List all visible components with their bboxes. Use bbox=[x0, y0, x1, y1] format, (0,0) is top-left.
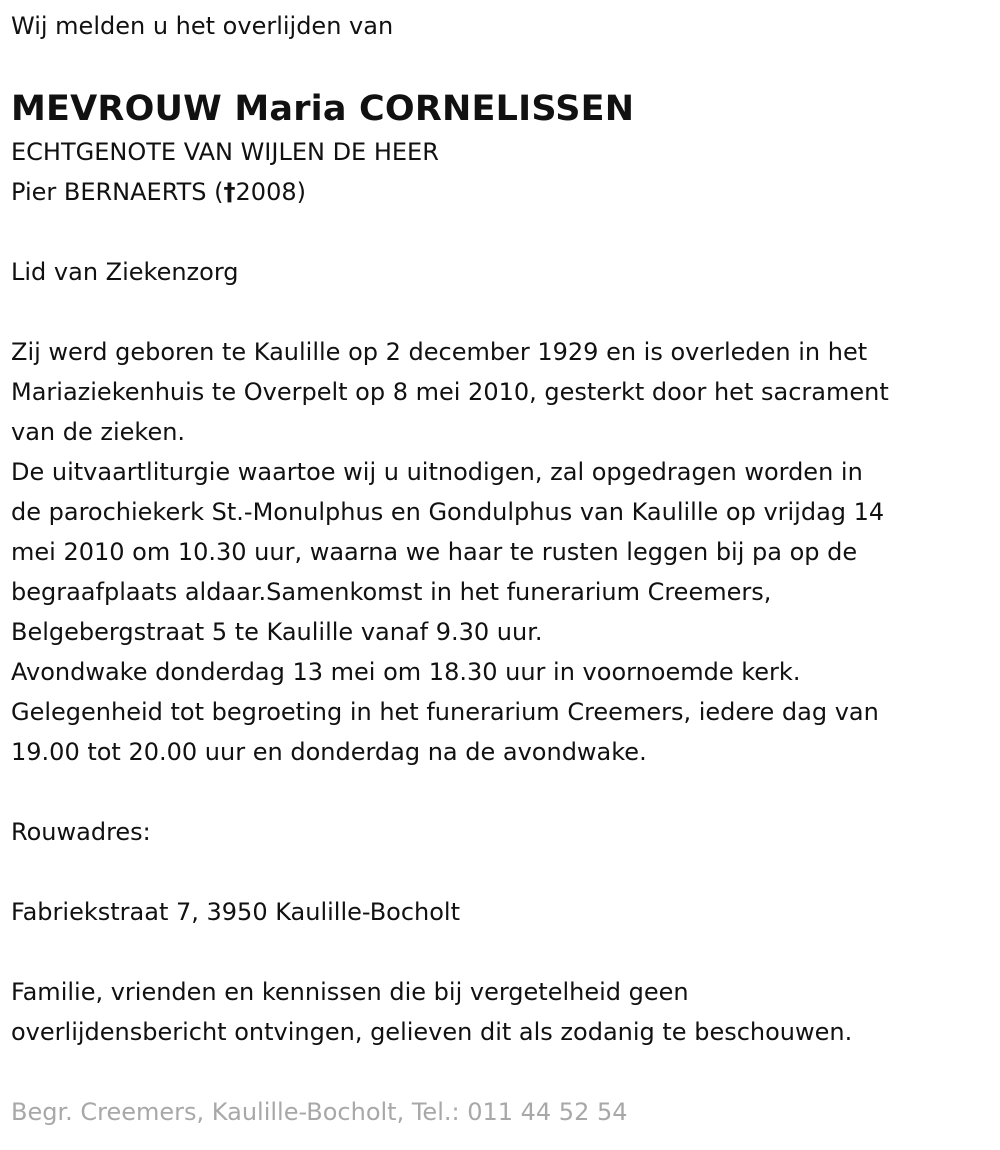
body-line: mei 2010 om 10.30 uur, waarna we haar te rusten leggen bij pa op de bbox=[11, 538, 858, 566]
membership: Lid van Ziekenzorg bbox=[11, 258, 239, 286]
deceased-name: MEVROUW Maria CORNELISSEN bbox=[11, 89, 635, 129]
family-note-line: overlijdensbericht ontvingen, gelieven dit als zodanig te beschouwen. bbox=[11, 1018, 853, 1046]
family-note bbox=[11, 972, 990, 1052]
body-line: van de zieken. bbox=[11, 418, 186, 446]
body-line: Gelegenheid tot begroeting in het funerarium Creemers, iedere dag van bbox=[11, 698, 879, 726]
spouse-line: ECHTGENOTE VAN WIJLEN DE HEER bbox=[11, 138, 439, 166]
spouse-death-year: 2008) bbox=[235, 178, 306, 206]
body-line: begraafplaats aldaar.Samenkomst in het funerarium Creemers, bbox=[11, 578, 772, 606]
cross-icon: † bbox=[223, 178, 236, 206]
undertaker-footer: Begr. Creemers, Kaulille-Bocholt, Tel.: 011 44 52 54 bbox=[11, 1098, 628, 1126]
address: Fabriekstraat 7, 3950 Kaulille-Bocholt bbox=[11, 898, 461, 926]
body-line: De uitvaartliturgie waartoe wij u uitnodigen, zal opgedragen worden in bbox=[11, 458, 863, 486]
spouse-name: Pier BERNAERTS ( bbox=[11, 178, 224, 206]
body-line: Zij werd geboren te Kaulille op 2 december 1929 en is overleden in het bbox=[11, 338, 868, 366]
body-line: 19.00 tot 20.00 uur en donderdag na de avondwake. bbox=[11, 738, 647, 766]
intro-text: Wij melden u het overlijden van bbox=[11, 12, 394, 40]
body-line: Mariaziekenhuis te Overpelt op 8 mei 2010, gesterkt door het sacrament bbox=[11, 378, 889, 406]
notice-body bbox=[11, 332, 990, 772]
body-line: Belgebergstraat 5 te Kaulille vanaf 9.30 uur. bbox=[11, 618, 543, 646]
body-line: de parochiekerk St.-Monulphus en Gondulphus van Kaulille op vrijdag 14 bbox=[11, 498, 885, 526]
address-label: Rouwadres: bbox=[11, 818, 151, 846]
family-note-line: Familie, vrienden en kennissen die bij vergetelheid geen bbox=[11, 978, 689, 1006]
body-line: Avondwake donderdag 13 mei om 18.30 uur in voornoemde kerk. bbox=[11, 658, 801, 686]
spouse-name-line bbox=[11, 172, 990, 212]
